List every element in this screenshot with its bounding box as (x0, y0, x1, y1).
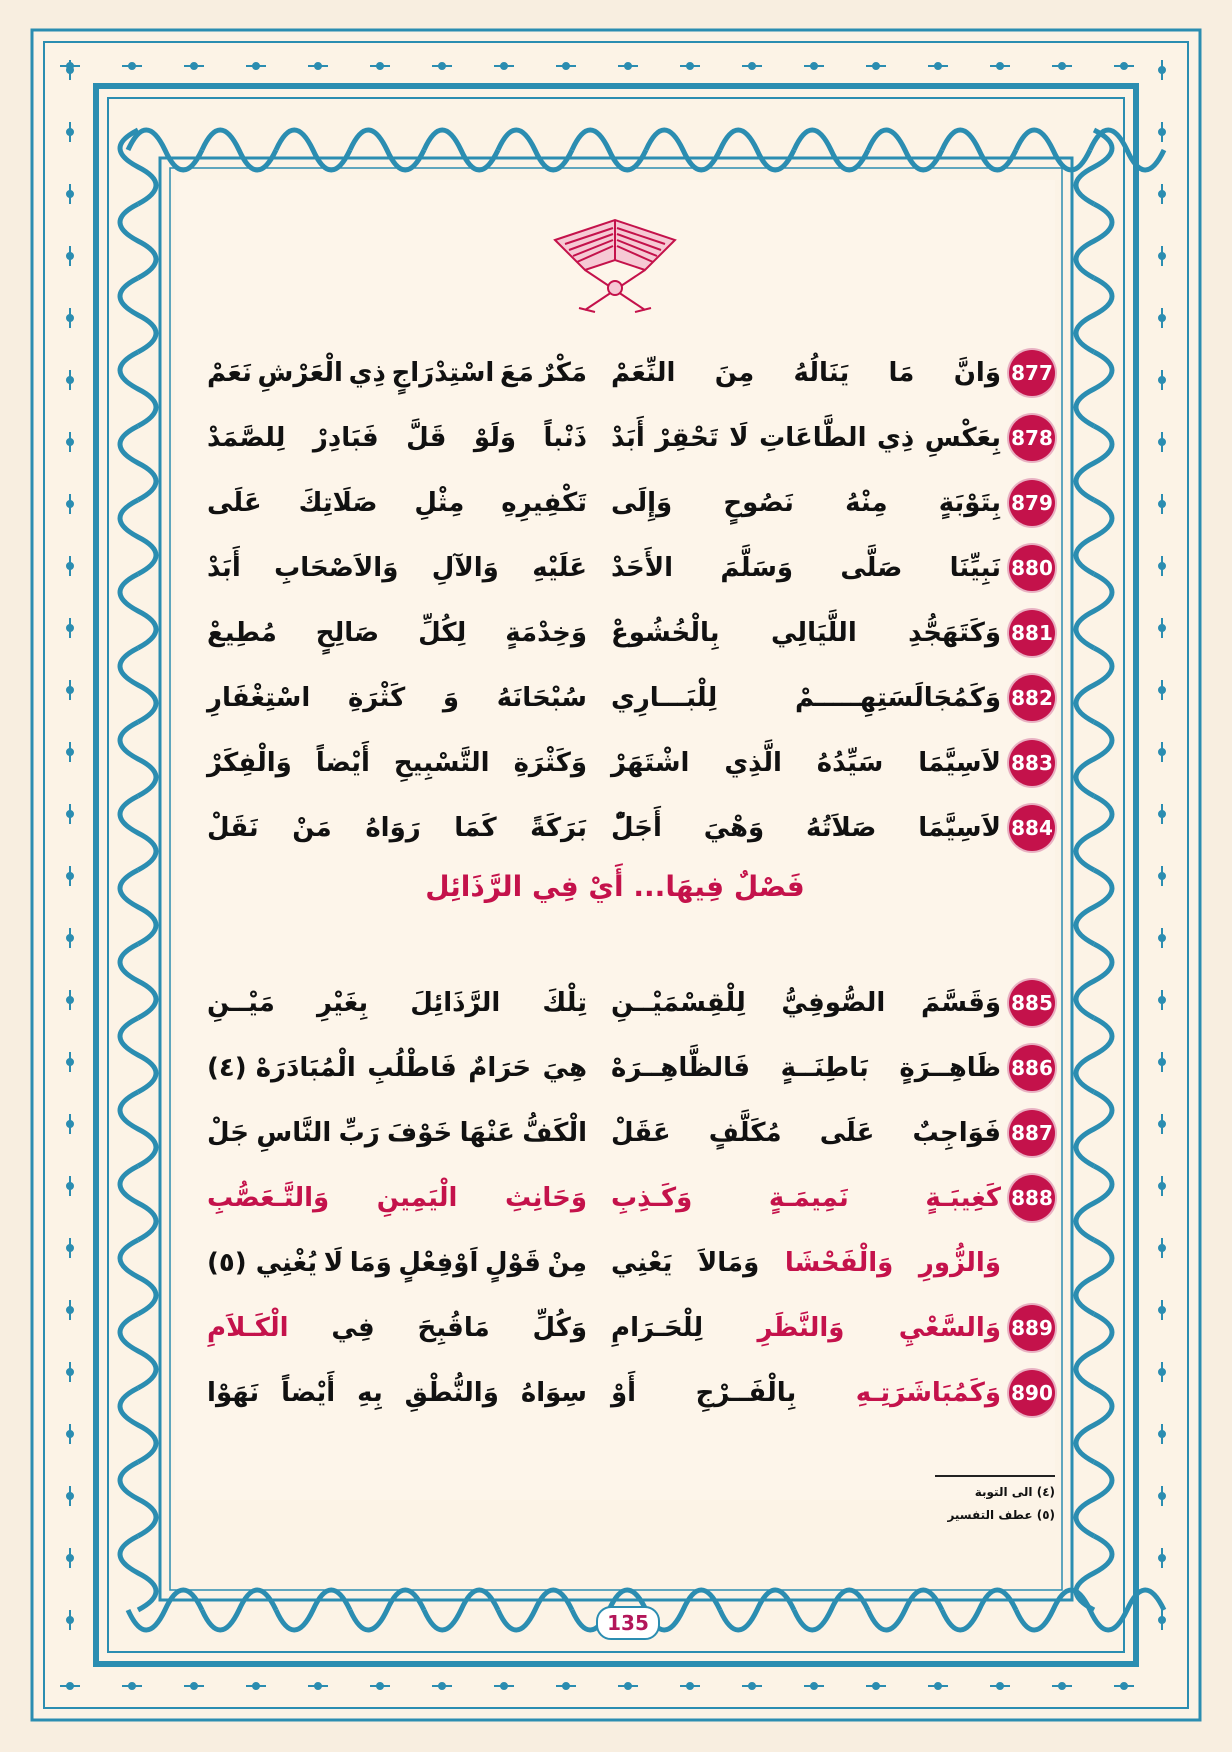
second-hemistich (207, 1183, 587, 1213)
verse-word: وَ (442, 683, 460, 713)
verse-word: لِلْقِسْمَيْــنِ (611, 988, 746, 1018)
first-hemistich (611, 813, 1001, 843)
verse-word: أَبَدْ (611, 423, 645, 453)
verse-word: أَوْ (611, 1378, 637, 1408)
verse-word: أَجَلّْ (611, 813, 662, 843)
second-hemistich (207, 618, 587, 648)
verse-word: بِغَيْرِ (316, 988, 369, 1018)
verse-word: بِالْفَــرْجِ (695, 1378, 797, 1408)
page-number: 135 (596, 1606, 660, 1640)
verse-word: وَالْفَحْشَا (784, 1248, 894, 1278)
verse-word: الْمُبَادَرَهْ (٤) (207, 1053, 356, 1083)
verse-word: اسْتِدْرَاجٍ (391, 358, 495, 388)
first-hemistich (611, 1313, 1001, 1343)
verse-word: مِنْهُ (845, 488, 888, 518)
verse-number-badge: 882 (1009, 675, 1055, 721)
first-hemistich (611, 488, 1001, 518)
verse-word: كَغِيبَـةٍ (925, 1183, 1001, 1213)
verse-word: وَالزُّورِ (918, 1248, 1001, 1278)
verse-word: وَمَا (349, 1248, 392, 1278)
verse-row (175, 670, 1055, 726)
verse-word: وَهْيَ (703, 813, 765, 843)
verse-word: قَوْلٍ (484, 1248, 541, 1278)
verse-number-badge: 890 (1009, 1370, 1055, 1416)
verse-word: فَالظَّاهِــرَهْ (611, 1053, 750, 1083)
second-hemistich (207, 1118, 587, 1148)
verse-word: يُغْنِي (٥) (207, 1248, 318, 1278)
verse-row (175, 735, 1055, 791)
verse-word: قَلَّ (406, 423, 447, 453)
verse-number-badge: 881 (1009, 610, 1055, 656)
verse-word: اشْتَهَرْ (611, 748, 690, 778)
verse-row (175, 1105, 1055, 1161)
verse-number-badge: 878 (1009, 415, 1055, 461)
verse-word: عَلَى (207, 488, 262, 518)
first-hemistich (611, 683, 1001, 713)
verse-word: وَالاَصْحَابِ (274, 553, 399, 583)
verse-number-badge: 879 (1009, 480, 1055, 526)
verse-word: وَقَسَّمَ (920, 988, 1001, 1018)
verse-word: أَبَدْ (207, 553, 241, 583)
verse-number-badge: 880 (1009, 545, 1055, 591)
first-hemistich (611, 618, 1001, 648)
verse-word: تَحْقِرْ (655, 423, 719, 453)
verse-word: كَثْرَةِ (347, 683, 406, 713)
second-hemistich (207, 813, 587, 843)
verse-word: جَلْ (207, 1118, 249, 1148)
first-hemistich (611, 1378, 1001, 1408)
verse-word: مِنَ (714, 358, 755, 388)
verse-word: عَلَى (819, 1118, 875, 1148)
verse-word: ذِي (877, 423, 915, 453)
verse-word: نَمِيمَـةٍ (768, 1183, 849, 1213)
verse-row (175, 1300, 1055, 1356)
footnote-divider (935, 1475, 1055, 1477)
verse-word: اَوْفِعْلٍ (398, 1248, 479, 1278)
verse-word: وَكَتَهَجُّدِ (908, 618, 1001, 648)
verse-row (175, 1365, 1055, 1421)
first-hemistich (611, 1118, 1001, 1148)
verse-word: الَّذِي (724, 748, 782, 778)
footnote-5: (٥) عطف التفسير (947, 1508, 1055, 1522)
verse-word: وَالآلِ (431, 553, 499, 583)
first-hemistich (611, 423, 1001, 453)
content-area (175, 180, 1055, 1522)
verse-word: الْيَمِينِ (376, 1183, 458, 1213)
verse-word: اسْتِغْفَارِ (207, 683, 311, 713)
verse-word: تِلْكَ (542, 988, 587, 1018)
first-hemistich (611, 1053, 1001, 1083)
verse-number-badge: 888 (1009, 1175, 1055, 1221)
verse-word: وَالْفِكَرْ (207, 748, 292, 778)
verse-word: بَاطِنَــةٍ (780, 1053, 869, 1083)
verse-word: لَا (323, 1248, 344, 1278)
verse-word: عَقَلْ (611, 1118, 671, 1148)
verse-word: سُبْحَانَهُ (496, 683, 587, 713)
verse-word: وَإِلَى (611, 488, 673, 518)
verse-word: أَيْضاً (281, 1378, 336, 1408)
verse-word: وَانَّ (953, 358, 1001, 388)
verse-word: ذِي (348, 358, 386, 388)
second-hemistich (207, 988, 587, 1018)
second-hemistich (207, 358, 587, 388)
verse-word: وَحَانِثِ (505, 1183, 587, 1213)
verse-word: وَكَمُجَالَسَتِهِـــــمْ (794, 683, 1001, 713)
verse-row (175, 605, 1055, 661)
verse-row (175, 475, 1055, 531)
verse-word: اللَّيَالِي (771, 618, 857, 648)
verse-word: وَمَالاَ (697, 1248, 760, 1278)
footnote-4: (٤) الى التوبة (974, 1485, 1055, 1499)
verse-row (175, 1235, 1055, 1291)
first-hemistich (611, 748, 1001, 778)
verse-word: مِنْ (547, 1248, 587, 1278)
verse-word: مَنْ (292, 813, 332, 843)
verse-word: لاَسِيَّمَا (918, 748, 1001, 778)
first-hemistich (611, 1248, 1001, 1278)
verse-word: الصُّوفِيُّ (781, 988, 886, 1018)
open-quran-on-stand-icon (535, 200, 695, 320)
verse-word: لاَسِيَّمَا (918, 813, 1001, 843)
verse-row (175, 1040, 1055, 1096)
verse-word: الْكَـلاَمِ (207, 1313, 289, 1343)
verse-word: لِكُلِّ (418, 618, 467, 648)
verse-word: مَعَ (500, 358, 534, 388)
verse-word: وَسَلَّمَ (720, 553, 794, 583)
verse-word: نَعَمْ (207, 358, 252, 388)
verse-word: وَكَمُبَاشَرَتِـهِ (855, 1378, 1001, 1408)
verse-word: فِي (331, 1313, 375, 1343)
verse-word: يَعْنِي (611, 1248, 673, 1278)
verse-word: هِيَ (542, 1053, 587, 1083)
verse-word: وَكَـذِبِ (611, 1183, 693, 1213)
verse-word: ظَاهِــرَةٍ (899, 1053, 1001, 1083)
verse-word: أَيْضاً (315, 748, 370, 778)
verse-number-badge: 886 (1009, 1045, 1055, 1091)
verse-word: نَهَوْا (207, 1378, 260, 1408)
verse-word: وَالنَّظَرِ (757, 1313, 845, 1343)
verse-word: فَوَاجِبٌ (912, 1118, 1001, 1148)
first-hemistich (611, 988, 1001, 1018)
verse-word: بِتَوْبَةٍ (938, 488, 1001, 518)
section-title: فَصْلٌ فِيهَا... أَيْ فِي الرَّذَائِل (425, 870, 805, 903)
verse-row (175, 975, 1055, 1031)
second-hemistich (207, 1053, 587, 1083)
verse-word: يَنَالُهُ (793, 358, 850, 388)
verse-word: لِلصَّمَدْ (207, 423, 286, 453)
verse-word: صَلاَتُهُ (806, 813, 877, 843)
verse-word: مَاقُبِحَ (417, 1313, 490, 1343)
second-hemistich (207, 683, 587, 713)
verse-row (175, 345, 1055, 401)
verse-word: سَيِّدُهُ (816, 748, 884, 778)
verse-row (175, 800, 1055, 856)
verse-word: الْعَرْشِ (257, 358, 343, 388)
verse-word: وَكَثْرَةِ (513, 748, 587, 778)
verse-word: لِلْبَـــارِي (611, 683, 718, 713)
verse-word: النَّاسِ (256, 1118, 332, 1148)
verse-word: نَقَلْ (207, 813, 259, 843)
second-hemistich (207, 553, 587, 583)
verse-word: ذَنْباً (543, 423, 587, 453)
verse-word: سِوَاهُ (520, 1378, 587, 1408)
second-hemistich (207, 488, 587, 518)
verse-row (175, 540, 1055, 596)
verse-number-badge: 885 (1009, 980, 1055, 1026)
verse-word: خَوْفَ (387, 1118, 453, 1148)
verse-word: الأَحَدْ (611, 553, 674, 583)
verse-word: عَلَيْهِ (532, 553, 587, 583)
verse-word: وَخِدْمَةٍ (505, 618, 587, 648)
verse-word: وَالسَّعْيِ (898, 1313, 1001, 1343)
verse-word: لِلْحَـرَامِ (611, 1313, 704, 1343)
verse-word: مُكَلَّفٍ (708, 1118, 782, 1148)
verse-number-badge: 883 (1009, 740, 1055, 786)
verse-number-badge: 877 (1009, 350, 1055, 396)
verse-word: بِعَكْسِ (924, 423, 1001, 453)
verse-word: مَكْرٌ (539, 358, 587, 388)
verse-word: الطَّاعَاتِ (759, 423, 867, 453)
verse-word: وَالنُّطْقِ (404, 1378, 499, 1408)
first-hemistich (611, 553, 1001, 583)
second-hemistich (207, 748, 587, 778)
verse-word: صَلَّى (840, 553, 903, 583)
verse-word: فَاطْلُبِ (367, 1053, 457, 1083)
verse-word: مُطِيعْ (207, 618, 277, 648)
verse-word: بِهِ (357, 1378, 383, 1408)
verse-number-badge: 884 (1009, 805, 1055, 851)
verse-word: كَمَا (454, 813, 497, 843)
verse-word: بِالْخُشُوعْ (611, 618, 720, 648)
verse-word: حَرَامٌ (468, 1053, 532, 1083)
verse-word: صَالِحٍ (315, 618, 380, 648)
verse-word: رَوَاهُ (365, 813, 421, 843)
verse-word: وَالتَّـعَصُّبِ (207, 1183, 330, 1213)
verse-word: وَلَوْ (473, 423, 517, 453)
verse-word: فَبَادِرْ (312, 423, 379, 453)
verse-word: الْكَفُّ (522, 1118, 587, 1148)
verse-word: بَرَكَةً (530, 813, 587, 843)
verse-word: صَلَاتِكَ (298, 488, 378, 518)
verse-word: مَيْــنِ (207, 988, 275, 1018)
verse-word: الرَّذَائِلَ (410, 988, 501, 1018)
verse-number-badge: 889 (1009, 1305, 1055, 1351)
first-hemistich (611, 358, 1001, 388)
verse-word: عَنْهَا (459, 1118, 515, 1148)
verse-word: مَا (888, 358, 915, 388)
verse-word: رَبِّ (338, 1118, 380, 1148)
second-hemistich (207, 423, 587, 453)
verse-word: تَكْفِيرِهِ (501, 488, 587, 518)
second-hemistich (207, 1313, 587, 1343)
verse-word: النِّعَمْ (611, 358, 676, 388)
first-hemistich (611, 1183, 1001, 1213)
verse-word: مِثْلِ (414, 488, 465, 518)
verse-word: التَّسْبِيحِ (393, 748, 490, 778)
verse-number-badge: 887 (1009, 1110, 1055, 1156)
verse-word: لَا (729, 423, 749, 453)
verse-word: وَكُلِّ (532, 1313, 587, 1343)
verse-word: نَصُوحٍ (723, 488, 794, 518)
verse-word: نَبِيِّنَا (949, 553, 1001, 583)
verse-row (175, 410, 1055, 466)
second-hemistich (207, 1248, 587, 1278)
verse-row (175, 1170, 1055, 1226)
second-hemistich (207, 1378, 587, 1408)
